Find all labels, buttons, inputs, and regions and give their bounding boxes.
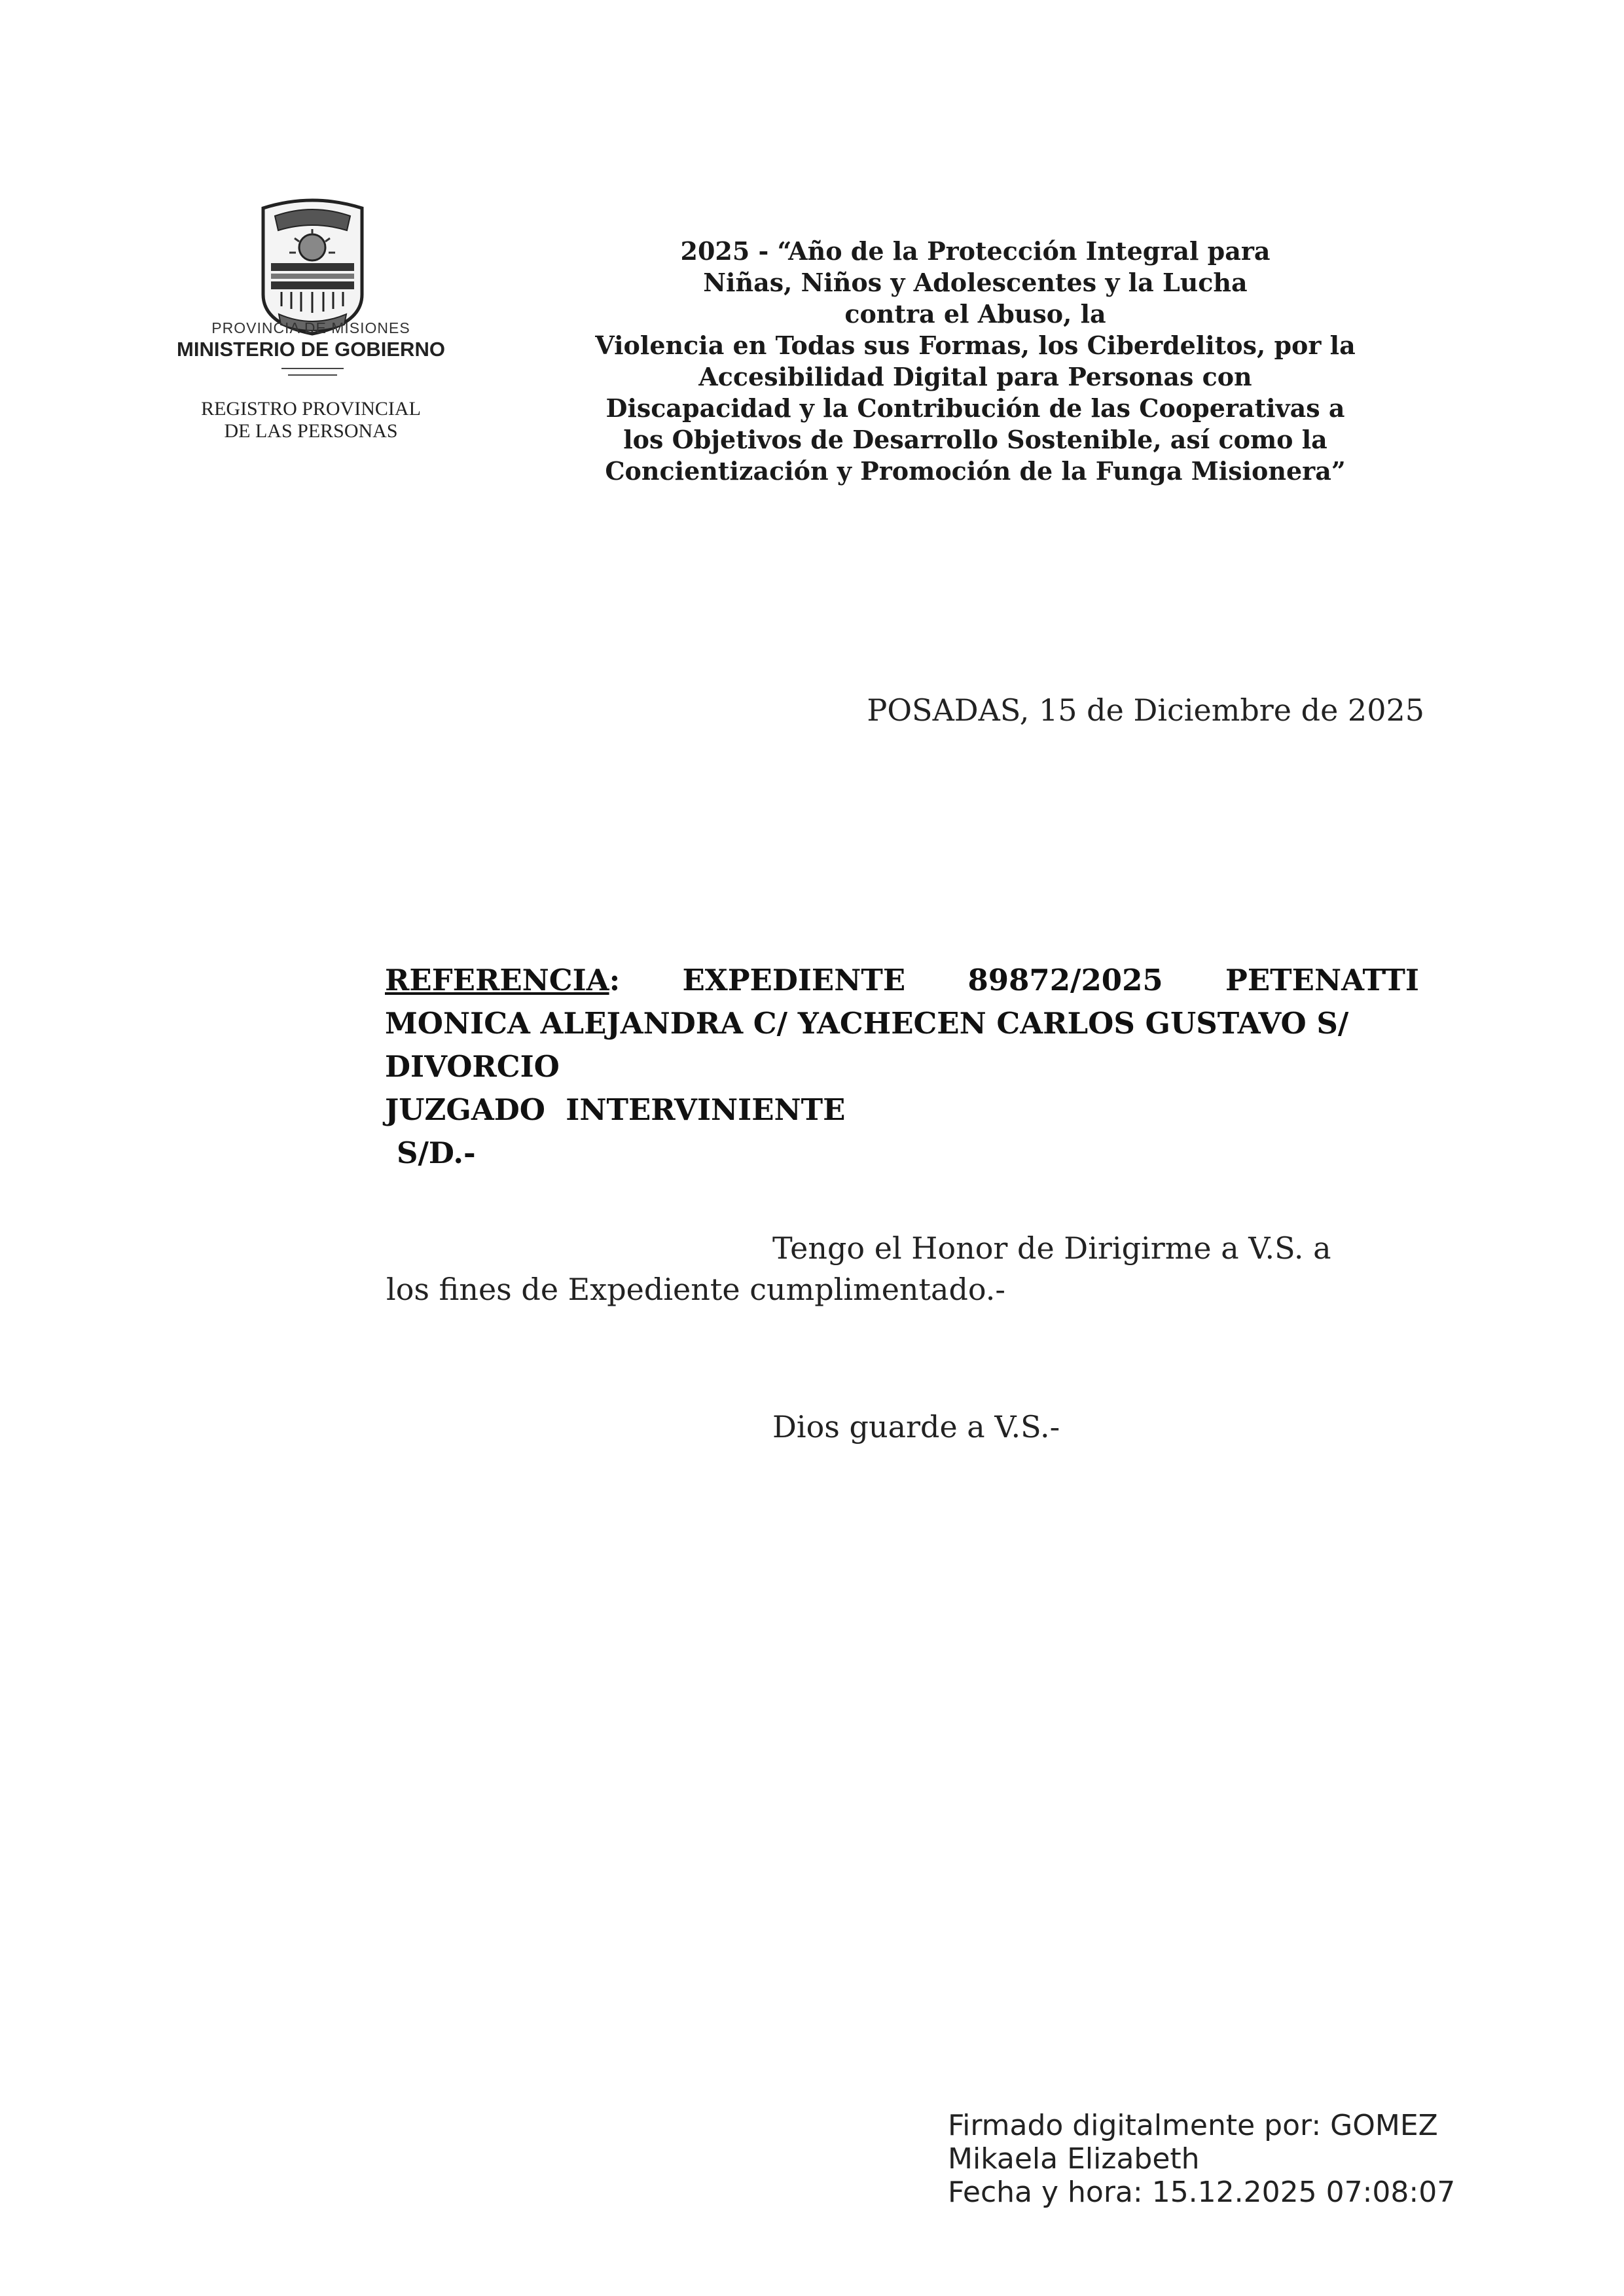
reference-block: [385, 959, 1419, 1175]
motto-line: Niñas, Niños y Adolescentes y la Lucha: [703, 268, 1248, 297]
reference-line: MONICA ALEJANDRA C/ YACHECEN CARLOS GUSTAVO S/: [385, 1006, 1349, 1041]
year-motto: [484, 236, 1466, 487]
reference-line: DIVORCIO: [385, 1049, 560, 1084]
registry-name-line-2: DE LAS PERSONAS: [224, 420, 398, 442]
motto-line: los Objetivos de Desarrollo Sostenible, así como la: [623, 425, 1327, 454]
ministry-name: MINISTERIO DE GOBIERNO: [177, 338, 445, 361]
closing-line: Dios guarde a V.S.-: [772, 1409, 1060, 1444]
digital-signature: [948, 2109, 1455, 2209]
reference-word: PETENATTI: [1225, 963, 1419, 997]
court-line: JUZGADO INTERVINIENTE: [385, 1092, 846, 1127]
registry-name-line-1: REGISTRO PROVINCIAL: [201, 398, 421, 420]
province-seal-icon: [255, 196, 370, 337]
sd-line: S/D.-: [397, 1136, 476, 1170]
logo-divider: [288, 374, 337, 376]
body-paragraph-line: Tengo el Honor de Dirigirme a V.S. a: [772, 1230, 1331, 1266]
motto-line: Discapacidad y la Contribución de las Cooperativas a: [605, 393, 1345, 423]
letterhead-logo: [157, 190, 465, 465]
signature-line: Firmado digitalmente por: GOMEZ: [948, 2109, 1438, 2142]
motto-line: 2025 - “Año de la Protección Integral para: [680, 236, 1271, 266]
reference-line: [385, 959, 1419, 1002]
motto-line: Violencia en Todas sus Formas, los Ciberdelitos, por la: [595, 331, 1356, 360]
reference-label: REFERENCIA: [385, 963, 609, 997]
province-name: PROVINCIA DE MISIONES: [211, 319, 410, 336]
body-paragraph-line: los fines de Expediente cumplimentado.-: [386, 1272, 1005, 1307]
motto-line: contra el Abuso, la: [844, 299, 1106, 329]
logo-divider: [281, 368, 344, 369]
case-number: 89872/2025: [967, 963, 1163, 997]
letter-date: POSADAS, 15 de Diciembre de 2025: [867, 692, 1424, 728]
motto-line: Accesibilidad Digital para Personas con: [698, 362, 1252, 391]
signature-line: Mikaela Elizabeth: [948, 2142, 1200, 2176]
reference-colon: :: [609, 963, 621, 997]
reference-label-group: [385, 959, 620, 1002]
motto-line: Concientización y Promoción de la Funga Misionera”: [605, 456, 1346, 486]
reference-word: EXPEDIENTE: [682, 963, 906, 997]
signature-timestamp: Fecha y hora: 15.12.2025 07:08:07: [948, 2176, 1456, 2209]
